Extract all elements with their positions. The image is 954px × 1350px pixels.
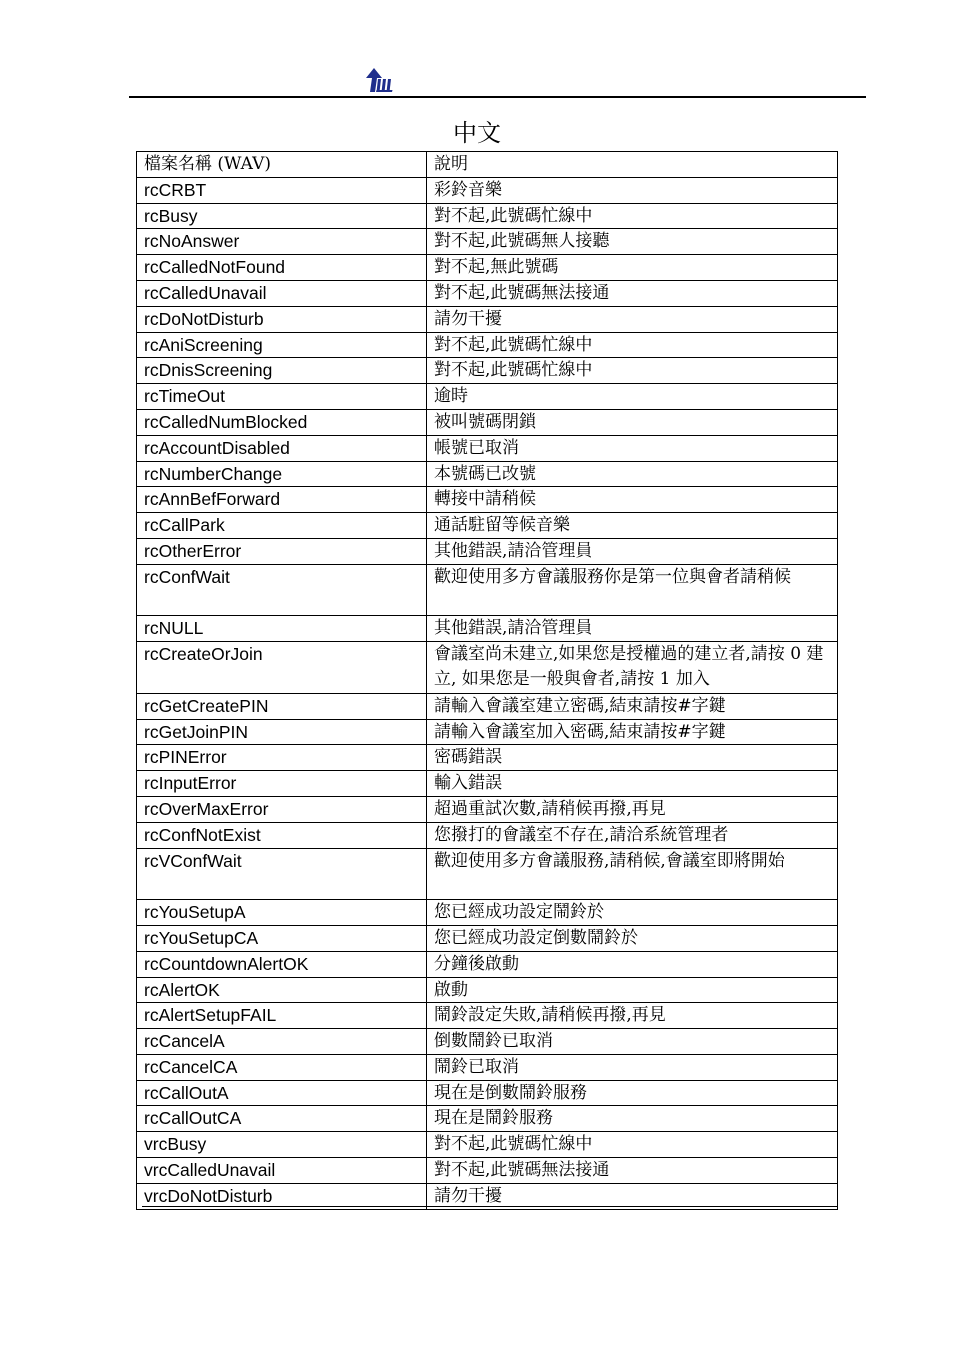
description-cell: 輸入錯誤: [427, 771, 838, 797]
wav-filename-cell: rcBusy: [137, 203, 427, 229]
table-row: [137, 1158, 838, 1184]
wav-filename-cell: rcNULL: [137, 616, 427, 642]
table-row: [137, 358, 838, 384]
wav-filename-cell: rcConfWait: [137, 564, 427, 616]
table-row: [137, 719, 838, 745]
wav-filename-cell: rcYouSetupA: [137, 900, 427, 926]
table-row: [137, 1132, 838, 1158]
table-row: [137, 1029, 838, 1055]
table-row: [137, 848, 838, 900]
table-row: [137, 435, 838, 461]
table-row: [137, 925, 838, 951]
description-cell: 逾時: [427, 384, 838, 410]
table-row: [137, 564, 838, 616]
description-cell: 帳號已取消: [427, 435, 838, 461]
table-row: [137, 384, 838, 410]
description-cell: 您已經成功設定倒數鬧鈴於: [427, 925, 838, 951]
table-bottom-rule: [142, 1206, 837, 1207]
wav-filename-cell: rcCountdownAlertOK: [137, 951, 427, 977]
table-row: [137, 280, 838, 306]
wav-filename-cell: rcOtherError: [137, 538, 427, 564]
wav-filename-cell: rcCRBT: [137, 177, 427, 203]
wav-filename-cell: rcConfNotExist: [137, 822, 427, 848]
description-cell: 對不起,此號碼忙線中: [427, 203, 838, 229]
table-row: [137, 822, 838, 848]
table-row: [137, 693, 838, 719]
description-cell: 倒數鬧鈴已取消: [427, 1029, 838, 1055]
description-cell: 請輸入會議室建立密碼,結束請按#字鍵: [427, 693, 838, 719]
wav-filename-cell: rcCalledUnavail: [137, 280, 427, 306]
table-row: [137, 642, 838, 694]
description-cell: 您撥打的會議室不存在,請洽系統管理者: [427, 822, 838, 848]
column-header-description: 說明: [427, 152, 838, 178]
description-cell: 轉接中請稍候: [427, 487, 838, 513]
table-row: [137, 306, 838, 332]
table-row: [137, 745, 838, 771]
table-row: [137, 977, 838, 1003]
column-header-filename: 檔案名稱 (WAV): [137, 152, 427, 178]
table-row: [137, 1054, 838, 1080]
header-rule: [129, 96, 866, 98]
description-cell: 歡迎使用多方會議服務你是第一位與會者請稍候: [427, 564, 838, 616]
table-row: [137, 487, 838, 513]
description-cell: 對不起,此號碼忙線中: [427, 358, 838, 384]
description-cell: 對不起,無此號碼: [427, 255, 838, 281]
wav-filename-cell: rcTimeOut: [137, 384, 427, 410]
table-row: [137, 409, 838, 435]
description-cell: 對不起,此號碼無法接通: [427, 280, 838, 306]
description-cell: 通話駐留等候音樂: [427, 513, 838, 539]
wav-filename-cell: rcOverMaxError: [137, 796, 427, 822]
description-cell: 對不起,此號碼忙線中: [427, 332, 838, 358]
table-row: [137, 255, 838, 281]
wav-filename-cell: rcCalledNumBlocked: [137, 409, 427, 435]
table-row: [137, 332, 838, 358]
wav-filename-cell: rcCalledNotFound: [137, 255, 427, 281]
table-row: [137, 1106, 838, 1132]
wav-filename-cell: rcCancelCA: [137, 1054, 427, 1080]
table-row: [137, 616, 838, 642]
description-cell: 其他錯誤,請洽管理員: [427, 538, 838, 564]
table-row: [137, 461, 838, 487]
wav-filename-cell: rcCreateOrJoin: [137, 642, 427, 694]
document-title: 中文: [453, 119, 501, 147]
wav-filename-cell: rcNumberChange: [137, 461, 427, 487]
table-row: [137, 513, 838, 539]
description-cell: 超過重試次數,請稍候再撥,再見: [427, 796, 838, 822]
wav-filename-cell: rcAnnBefForward: [137, 487, 427, 513]
description-cell: 鬧鈴設定失敗,請稍候再撥,再見: [427, 1003, 838, 1029]
wav-filename-cell: vrcCalledUnavail: [137, 1158, 427, 1184]
description-cell: 對不起,此號碼忙線中: [427, 1132, 838, 1158]
wav-filename-cell: rcInputError: [137, 771, 427, 797]
table-row: [137, 203, 838, 229]
company-logo: [364, 66, 396, 94]
description-cell: 其他錯誤,請洽管理員: [427, 616, 838, 642]
description-cell: 請勿干擾: [427, 1183, 838, 1209]
description-cell: 您已經成功設定鬧鈴於: [427, 900, 838, 926]
wav-filename-cell: rcAlertSetupFAIL: [137, 1003, 427, 1029]
wav-filename-cell: rcCancelA: [137, 1029, 427, 1055]
description-cell: 對不起,此號碼無人接聽: [427, 229, 838, 255]
description-cell: 對不起,此號碼無法接通: [427, 1158, 838, 1184]
wav-filename-cell: rcYouSetupCA: [137, 925, 427, 951]
wav-filename-cell: rcAlertOK: [137, 977, 427, 1003]
wav-filename-cell: rcCallOutCA: [137, 1106, 427, 1132]
wav-filename-cell: rcDoNotDisturb: [137, 306, 427, 332]
description-cell: 現在是倒數鬧鈴服務: [427, 1080, 838, 1106]
wav-filename-cell: rcCallPark: [137, 513, 427, 539]
wav-filename-cell: rcGetCreatePIN: [137, 693, 427, 719]
table-row: [137, 1080, 838, 1106]
wav-filename-cell: rcPINError: [137, 745, 427, 771]
wav-filename-cell: rcGetJoinPIN: [137, 719, 427, 745]
table-row: [137, 796, 838, 822]
table-row: [137, 1003, 838, 1029]
table-row: [137, 177, 838, 203]
description-cell: 彩鈴音樂: [427, 177, 838, 203]
description-cell: 請勿干擾: [427, 306, 838, 332]
description-cell: 被叫號碼閉鎖: [427, 409, 838, 435]
wav-filename-cell: rcAccountDisabled: [137, 435, 427, 461]
wav-filename-cell: vrcDoNotDisturb: [137, 1183, 427, 1209]
wav-filename-cell: rcAniScreening: [137, 332, 427, 358]
description-cell: 現在是鬧鈴服務: [427, 1106, 838, 1132]
table-row: [137, 900, 838, 926]
description-cell: 本號碼已改號: [427, 461, 838, 487]
description-cell: 歡迎使用多方會議服務,請稍候,會議室即將開始: [427, 848, 838, 900]
wav-filename-cell: rcCallOutA: [137, 1080, 427, 1106]
table-header-row: [137, 152, 838, 178]
table-row: [137, 951, 838, 977]
description-cell: 請輸入會議室加入密碼,結束請按#字鍵: [427, 719, 838, 745]
table-row: [137, 229, 838, 255]
table-row: [137, 538, 838, 564]
description-cell: 分鐘後啟動: [427, 951, 838, 977]
table-row: [137, 771, 838, 797]
wav-filename-cell: rcDnisScreening: [137, 358, 427, 384]
wav-filename-cell: vrcBusy: [137, 1132, 427, 1158]
wav-filename-cell: rcNoAnswer: [137, 229, 427, 255]
description-cell: 密碼錯誤: [427, 745, 838, 771]
wav-filename-cell: rcVConfWait: [137, 848, 427, 900]
description-cell: 會議室尚未建立,如果您是授權過的建立者,請按 0 建立, 如果您是一般與會者,請按 1 加入: [427, 642, 838, 694]
description-cell: 啟動: [427, 977, 838, 1003]
wav-file-table: [136, 151, 838, 1210]
description-cell: 鬧鈴已取消: [427, 1054, 838, 1080]
